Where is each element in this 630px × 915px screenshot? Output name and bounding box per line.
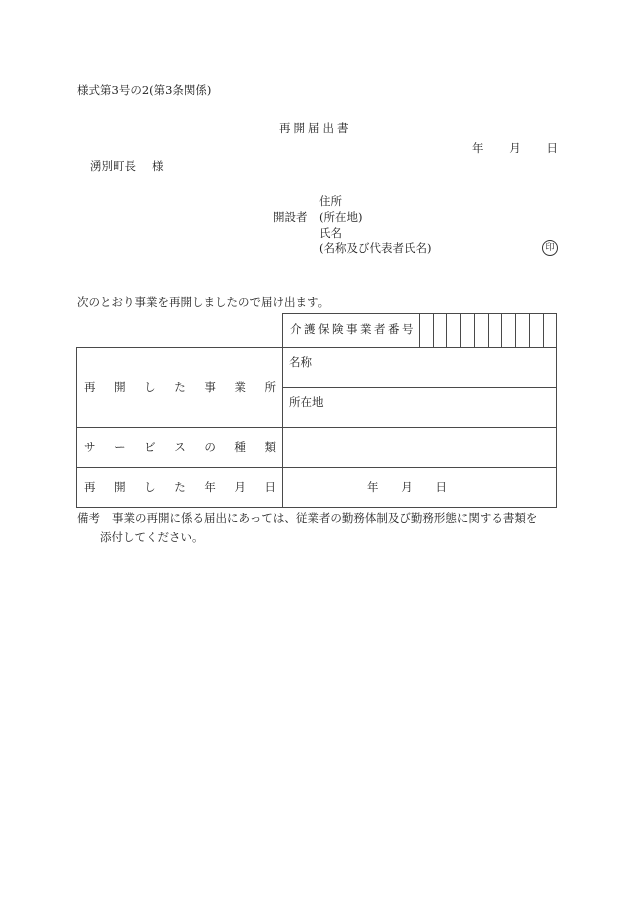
day-label: 日 (546, 141, 558, 155)
note-text: 事業の再開に係る届出にあっては、従業者の勤務体制及び勤務形態に関する書類を (112, 511, 538, 525)
facility-name-field[interactable] (283, 348, 556, 387)
form-id: 様式第3号の2(第3条関係) (77, 83, 212, 97)
facility-name-label: 名称 (289, 355, 312, 369)
intro-text: 次のとおり事業を再開しましたので届け出ます。 (77, 295, 330, 309)
facility-address-field[interactable] (283, 388, 556, 427)
name-sub-label: (名称及び代表者氏名) (319, 241, 432, 255)
service-type-field[interactable] (283, 428, 556, 467)
year-label: 年 (367, 480, 379, 494)
reopened-date-label: 再 開 し た 年 月 日 (84, 480, 276, 494)
day-label: 日 (435, 480, 447, 494)
address-label: 住所 (319, 194, 342, 208)
name-label: 氏名 (319, 226, 342, 240)
facility-address-label: 所在地 (289, 395, 324, 409)
note-line-2: 添付してください。 (100, 530, 204, 544)
insurer-number-input[interactable] (420, 314, 556, 347)
note-line-1 (77, 513, 537, 525)
insurer-number-label: 介護保険事業者番号 (290, 322, 416, 336)
year-label: 年 (472, 141, 484, 155)
month-label: 月 (401, 480, 413, 494)
addressee-honorific: 様 (152, 159, 164, 173)
month-label: 月 (509, 141, 521, 155)
addressee-name: 湧別町長 (90, 159, 136, 173)
reopened-date-field[interactable] (367, 482, 447, 494)
service-type-label: サ ー ビ ス の 種 類 (84, 440, 276, 454)
submission-date (472, 143, 558, 155)
reopened-facility-label: 再 開 し た 事 業 所 (84, 380, 276, 394)
addressee (90, 161, 164, 173)
document-title: 再開届出書 (279, 121, 352, 135)
applicant-label: 開設者 (273, 210, 308, 224)
seal-icon: 印 (542, 240, 558, 256)
address-sub-label: (所在地) (319, 210, 363, 224)
note-label: 備考 (77, 511, 100, 525)
